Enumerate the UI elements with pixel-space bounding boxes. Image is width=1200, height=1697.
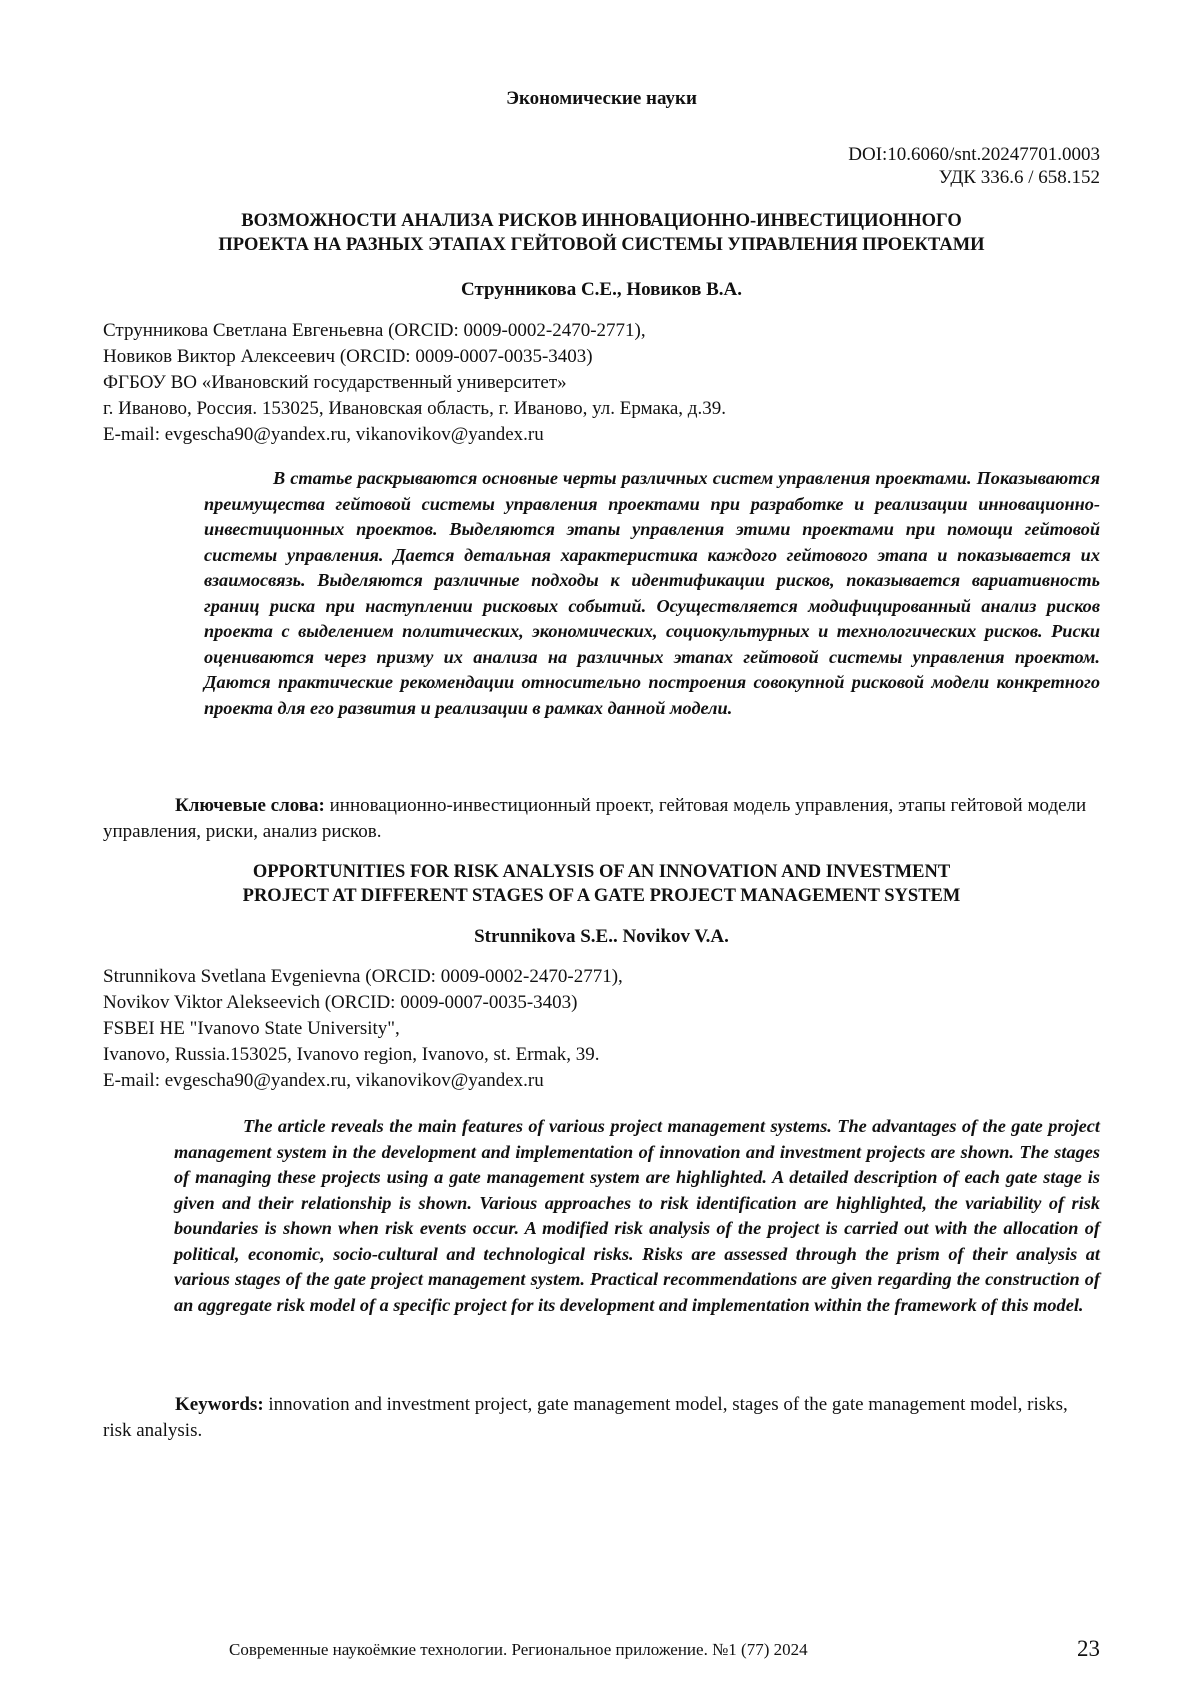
article-page bbox=[103, 0, 1100, 1697]
authors-ru: Струнникова С.Е., Новиков В.А. bbox=[461, 279, 742, 300]
title-ru-line-2: ПРОЕКТА НА РАЗНЫХ ЭТАПАХ ГЕЙТОВОЙ СИСТЕМЫ УПРАВЛЕНИЯ ПРОЕКТАМИ bbox=[218, 235, 985, 255]
info-line: ФГБОУ ВО «Ивановский государственный университет» bbox=[103, 372, 567, 393]
keywords-ru bbox=[103, 793, 1100, 845]
author-info-en bbox=[103, 964, 1100, 1094]
abstract-en: The article reveals the main features of various project management systems. The advantages of the gate project management system in the development and implementation of innovation and investment projects are shown. The stages of managing these projects using a gate management system are highlighted. A detailed description of each gate stage is given and their relationship is shown. Various approaches to risk identification are highlighted, the variability of risk boundaries is shown when risk events occur. A modified risk analysis of the project is carried out with the allocation of political, economic, socio-cultural and technological risks. Risks are assessed through the prism of their analysis at various stages of the gate project management system. Practical recommendations are given regarding the construction of an aggregate risk model of a specific project for its development and implementation within the framework of this model. bbox=[174, 1116, 1100, 1315]
info-line: Novikov Viktor Alekseevich (ORCID: 0009-0007-0035-3403) bbox=[103, 992, 578, 1013]
info-line: г. Иваново, Россия. 153025, Ивановская область, г. Иваново, ул. Ермака, д.39. bbox=[103, 398, 726, 419]
info-line: Ivanovo, Russia.153025, Ivanovo region, Ivanovo, st. Ermak, 39. bbox=[103, 1044, 600, 1065]
page-number: 23 bbox=[1077, 1636, 1100, 1661]
journal-name: Современные наукоёмкие технологии. Региональное приложение. №1 (77) 2024 bbox=[229, 1640, 808, 1659]
info-line: Струнникова Светлана Евгеньевна (ORCID: 0009-0002-2470-2771), bbox=[103, 320, 646, 341]
doi: DOI:10.6060/snt.20247701.0003 bbox=[848, 144, 1100, 165]
authors-en: Strunnikova S.E.. Novikov V.A. bbox=[474, 926, 729, 947]
title-ru-line-1: ВОЗМОЖНОСТИ АНАЛИЗА РИСКОВ ИННОВАЦИОННО-ИНВЕСТИЦИОННОГО bbox=[241, 211, 962, 231]
info-line: Новиков Виктор Алексеевич (ORCID: 0009-0007-0035-3403) bbox=[103, 346, 593, 367]
info-line: Strunnikova Svetlana Evgenievna (ORCID: 0009-0002-2470-2771), bbox=[103, 966, 623, 987]
keywords-label: Keywords: bbox=[175, 1394, 264, 1415]
abstract-ru: В статье раскрываются основные черты различных систем управления проектами. Показываются преимущества гейтовой системы управления проектами при разработке и реализации инновационно-инвестиционных проектов. Выделяются этапы управления этими проектами при помощи гейтовой системы управления. Дается детальная характеристика каждого гейтового этапа и показывается их взаимосвязь. Выделяются различные подходы к идентификации рисков, показывается вариативность границ риска при наступлении рисковых событий. Осуществляется модифицированный анализ рисков проекта с выделением политических, экономических, социокультурных и технологических рисков. Риски оцениваются через призму их анализа на различных этапах гейтовой системы управления проектом. Даются практические рекомендации относительно построения совокупной рисковой модели конкретного проекта для его развития и реализации в рамках данной модели. bbox=[204, 468, 1100, 718]
title-en-line-1: OPPORTUNITIES FOR RISK ANALYSIS OF AN INNOVATION AND INVESTMENT bbox=[252, 862, 951, 882]
info-line: FSBEI HE "Ivanovo State University", bbox=[103, 1018, 400, 1039]
keywords-en bbox=[103, 1392, 1100, 1444]
keywords-text: инновационно-инвестиционный проект, гейтовая модель управления, этапы гейтовой модели управления, риски, анализ рисков. bbox=[103, 795, 1087, 842]
title-en-line-2: PROJECT AT DIFFERENT STAGES OF A GATE PROJECT MANAGEMENT SYSTEM bbox=[242, 886, 961, 906]
info-line: E-mail: evgescha90@yandex.ru, vikanovikov@yandex.ru bbox=[103, 1070, 544, 1091]
title-en bbox=[103, 860, 1100, 908]
keywords-text: innovation and investment project, gate management model, stages of the gate management model, risks, risk analysis. bbox=[103, 1394, 1068, 1441]
keywords-label: Ключевые слова: bbox=[175, 795, 325, 816]
udk: УДК 336.6 / 658.152 bbox=[938, 167, 1100, 188]
author-info-ru bbox=[103, 318, 1100, 448]
section-label: Экономические науки bbox=[506, 88, 697, 109]
identifiers bbox=[848, 143, 1100, 189]
title-ru bbox=[103, 209, 1100, 257]
info-line: E-mail: evgescha90@yandex.ru, vikanovikov@yandex.ru bbox=[103, 424, 544, 445]
